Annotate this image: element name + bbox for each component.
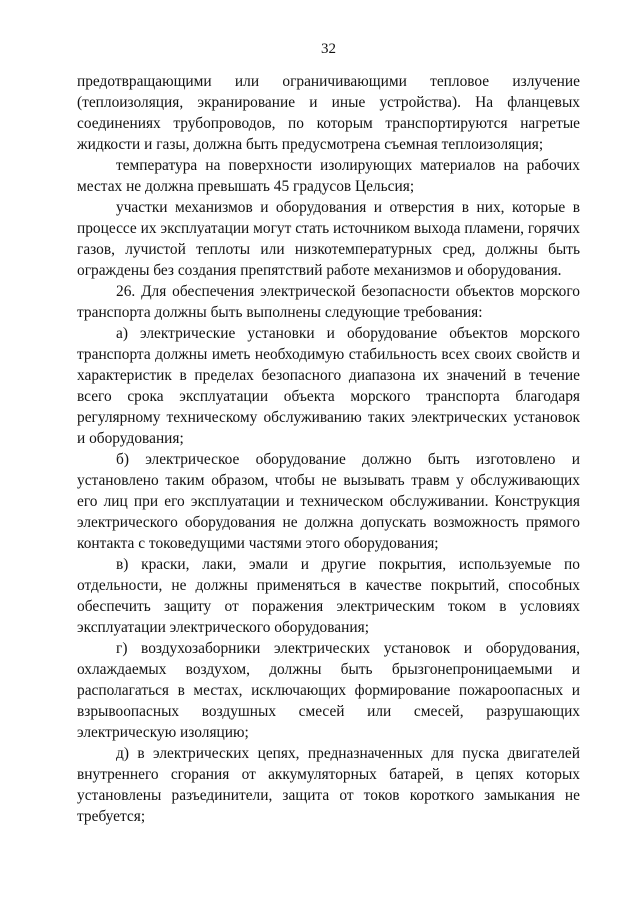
paragraph-item-26: 26. Для обеспечения электрической безопасности объектов морского транспорта должны быть выполнены следующие требования: [77, 283, 580, 321]
paragraph-item-a: а) электрические установки и оборудование объектов морского транспорта должны иметь необходимую стабильность всех своих свойств и характеристик в пределах безопасного диапазона их значений в течение всего срока эксплуатации объекта морского транспорта благодаря регулярному техническому обслуживанию таких электрических установок и оборудования; [77, 325, 580, 447]
paragraph-item-v: в) краски, лаки, эмали и другие покрытия, используемые по отдельности, не должны применяться в качестве покрытий, способных обеспечить защиту от поражения электрическим током в условиях эксплуатации электрического оборудования; [77, 556, 580, 636]
paragraph-surface-temperature: температура на поверхности изолирующих материалов на рабочих местах не должна превышать 45 градусов Цельсия; [77, 157, 580, 195]
paragraph-item-b: б) электрическое оборудование должно быть изготовлено и установлено таким образом, чтобы не вызывать травм у обслуживающих его лиц при его эксплуатации и техническом обслуживании. Конструкция электрического оборудования не должна допускать возможность прямого контакта с токоведущими частями этого оборудования; [77, 451, 580, 552]
paragraph-mechanism-guarding: участки механизмов и оборудования и отверстия в них, которые в процессе их эксплуатации могут стать источником выхода пламени, горячих газов, лучистой теплоты или низкотемпературных сред, должны быть ограждены без создания препятствий работе механизмов и оборудования. [77, 199, 580, 279]
paragraph-item-d: д) в электрических цепях, предназначенных для пуска двигателей внутреннего сгорания от аккумуляторных батарей, в цепях которых установлены разъединители, защита от токов короткого замыкания не требуется; [77, 745, 580, 825]
paragraph-continuation: предотвращающими или ограничивающими тепловое излучение (теплоизоляция, экранирование и иные устройства). На фланцевых соединениях трубопроводов, по которым транспортируются нагретые жидкости и газы, должна быть предусмотрена съемная теплоизоляция; [77, 73, 580, 153]
paragraph-item-g: г) воздухозаборники электрических установок и оборудования, охлаждаемых воздухом, должны быть брызгонепроницаемыми и располагаться в местах, исключающих формирование пожароопасных и взрывоопасных воздушных смесей или смесей, разрушающих электрическую изоляцию; [77, 640, 580, 741]
document-body [77, 71, 580, 827]
page-number: 32 [321, 41, 336, 57]
